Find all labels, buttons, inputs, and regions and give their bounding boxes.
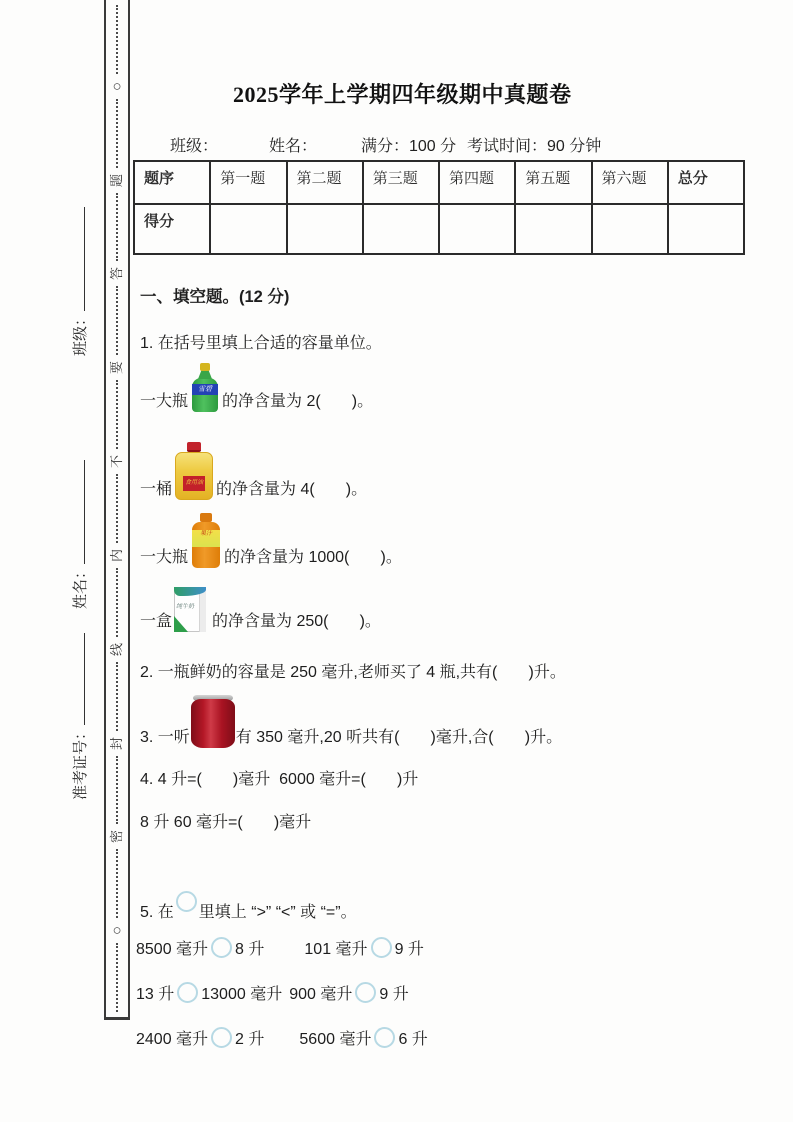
soda-bottle-label: 雪碧 <box>192 384 218 395</box>
q5-stem-prefix: 5. 在 <box>140 904 174 921</box>
q3-suffix: 有 350 毫升,20 听共有( )毫升,合( )升。 <box>235 729 563 746</box>
seal-field-ticket <box>71 604 91 800</box>
info-class-label: 班级： <box>170 138 219 155</box>
item-prefix: 一大瓶 <box>140 549 189 566</box>
exam-title: 2025学年上学期四年级期中真题卷 <box>233 82 572 107</box>
pair-left: 2400 毫升 <box>136 1031 209 1048</box>
seal-char: 答 <box>109 267 125 281</box>
score-table-header: 第六题 <box>592 161 668 204</box>
pair-right: 2 升 <box>235 1031 265 1048</box>
oil-bottle-cap <box>187 442 201 452</box>
info-full-score: 满分：100 分 <box>361 138 457 155</box>
score-table-header: 第五题 <box>515 161 591 204</box>
item-prefix: 一桶 <box>140 481 173 498</box>
info-exam-time: 考试时间：90 分钟 <box>467 138 602 155</box>
item-prefix: 一大瓶 <box>140 393 189 410</box>
seal-dots <box>116 756 118 825</box>
seal-dots <box>116 474 118 543</box>
seal-dots <box>116 662 118 731</box>
seal-field-ticket-blank <box>80 633 85 725</box>
milk-carton-green-wedge <box>174 616 188 632</box>
q1-item-oil <box>140 441 367 500</box>
seal-field-name-blank <box>80 460 85 564</box>
q1-item-soda <box>140 362 373 412</box>
q3-line <box>140 694 562 748</box>
seal-field-ticket-label: 准考证号： <box>72 724 89 800</box>
score-table <box>133 160 745 255</box>
milk-carton-icon <box>172 584 212 632</box>
q5-row <box>136 1026 428 1049</box>
seal-dots <box>116 99 118 168</box>
score-cell <box>363 204 439 254</box>
seal-dots <box>116 286 118 355</box>
seal-dots <box>116 568 118 637</box>
seal-dots <box>116 5 118 74</box>
seal-field-class <box>71 188 91 356</box>
cola-can-icon <box>190 695 236 748</box>
seal-char: 不 <box>109 455 125 469</box>
juice-bottle-cap <box>200 513 212 522</box>
score-cell <box>287 204 363 254</box>
soda-bottle-icon <box>188 363 222 412</box>
item-suffix: 的净含量为 1000( )。 <box>224 549 402 566</box>
seal-char: 内 <box>109 548 125 562</box>
seal-char: 要 <box>109 361 125 375</box>
q5-row <box>136 936 424 959</box>
soda-bottle-cap <box>200 363 210 371</box>
seal-circle-icon: ○ <box>112 77 122 95</box>
pair-left: 900 毫升 <box>289 986 353 1003</box>
q5-row <box>136 981 409 1004</box>
score-cell <box>592 204 668 254</box>
soda-bottle-neck <box>198 370 212 379</box>
q4-line-1: 4. 4 升=( )毫升 6000 毫升=( )升 <box>140 771 419 788</box>
section-heading: 一、填空题。(12 分) <box>140 288 290 306</box>
seal-char: 题 <box>109 173 125 187</box>
score-cell <box>439 204 515 254</box>
oil-bottle-icon <box>172 442 216 500</box>
cola-can-body <box>191 699 235 748</box>
compare-circle-icon <box>211 1027 232 1048</box>
pair-left: 5600 毫升 <box>299 1031 372 1048</box>
seal-char: 线 <box>109 642 125 656</box>
item-suffix: 的净含量为 2( )。 <box>222 393 374 410</box>
item-suffix: 的净含量为 250( )。 <box>212 613 381 630</box>
oil-bottle-label: 食用油 <box>183 476 205 491</box>
info-name-label: 姓名： <box>269 138 318 155</box>
score-table-header: 第四题 <box>439 161 515 204</box>
item-suffix: 的净含量为 4( )。 <box>216 481 368 498</box>
score-row-label: 得分 <box>134 204 210 254</box>
q4-line-2: 8 升 60 毫升=( )毫升 <box>140 814 312 831</box>
pair-left: 13 升 <box>136 986 175 1003</box>
score-cell-total <box>668 204 744 254</box>
q1-stem: 1. 在括号里填上合适的容量单位。 <box>140 335 382 352</box>
pair-right: 6 升 <box>398 1031 428 1048</box>
seal-field-name <box>71 441 91 609</box>
score-table-corner: 题序 <box>134 161 210 204</box>
q1-item-juice <box>140 512 402 568</box>
q5-stem-suffix: 里填上 “>” “<” 或 “=”。 <box>198 904 357 921</box>
pair-right: 9 升 <box>394 941 424 958</box>
seal-dots <box>116 193 118 262</box>
pair-right: 13000 毫升 <box>201 986 283 1003</box>
seal-char: 密 <box>109 830 125 844</box>
compare-circle-icon <box>176 891 197 912</box>
compare-circle-icon <box>371 937 392 958</box>
score-table-header: 第二题 <box>287 161 363 204</box>
seal-char: 封 <box>109 736 125 750</box>
pair-right: 8 升 <box>235 941 265 958</box>
seal-field-class-blank <box>80 207 85 311</box>
juice-bottle-label: 果汁 <box>192 530 220 547</box>
pair-left: 8500 毫升 <box>136 941 209 958</box>
seal-line-strip <box>104 0 130 1020</box>
q2-text: 2. 一瓶鲜奶的容量是 250 毫升,老师买了 4 瓶,共有( )升。 <box>140 664 566 681</box>
q1-item-milk <box>140 584 381 632</box>
compare-circle-icon <box>177 982 198 1003</box>
score-cell <box>515 204 591 254</box>
juice-bottle-icon <box>188 513 224 568</box>
score-table-header: 第一题 <box>210 161 286 204</box>
score-cell <box>210 204 286 254</box>
seal-dots <box>116 380 118 449</box>
compare-circle-icon <box>211 937 232 958</box>
seal-dots <box>116 943 118 1012</box>
score-table-total-header: 总分 <box>668 161 744 204</box>
seal-circle-icon: ○ <box>112 922 122 940</box>
compare-circle-icon <box>355 982 376 1003</box>
score-table-header: 第三题 <box>363 161 439 204</box>
item-prefix: 一盒 <box>140 613 173 630</box>
seal-field-name-label: 姓名： <box>72 563 89 609</box>
q3-prefix: 3. 一听 <box>140 729 190 746</box>
seal-field-class-label: 班级： <box>72 310 89 356</box>
milk-carton-label: 纯牛奶 <box>176 604 195 610</box>
q5-stem <box>140 891 357 922</box>
compare-circle-icon <box>374 1027 395 1048</box>
pair-left: 101 毫升 <box>304 941 368 958</box>
pair-right: 9 升 <box>379 986 409 1003</box>
seal-dots <box>116 849 118 918</box>
